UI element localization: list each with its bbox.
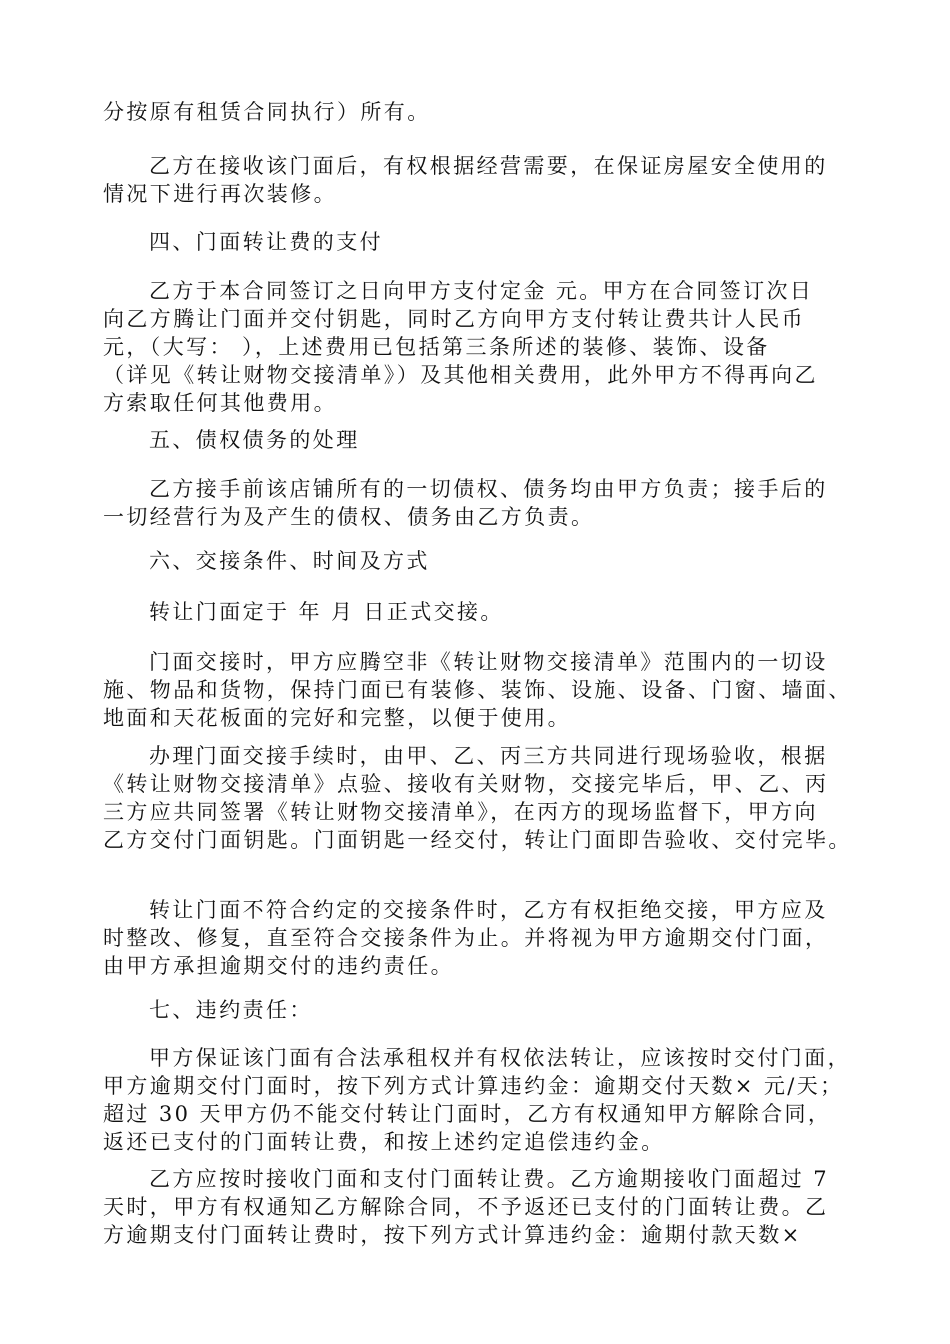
text-line: 乙方交付门面钥匙。门面钥匙一经交付，转让门面即告验收、交付完毕。 — [103, 828, 852, 852]
text-line: 乙方在接收该门面后，有权根据经营需要，在保证房屋安全使用的 — [149, 154, 828, 178]
text-line: 方逾期支付门面转让费时，按下列方式计算违约金：逾期付款天数× — [103, 1223, 802, 1247]
text-line: 元，（大写： ），上述费用已包括第三条所述的装修、装饰、设备 — [103, 335, 770, 359]
text-line: 情况下进行再次装修。 — [103, 182, 337, 206]
paragraph-handover-date — [103, 598, 851, 626]
paragraph-renovation — [103, 152, 851, 208]
paragraph-handover-procedure — [103, 742, 851, 854]
text-line: 办理门面交接手续时，由甲、乙、丙三方共同进行现场验收，根据 — [149, 744, 828, 768]
paragraph-continuation — [103, 98, 851, 126]
text-line: 天时，甲方有权通知乙方解除合同，不予返还已支付的门面转让费。乙 — [103, 1195, 829, 1219]
text-line: 由甲方承担逾期交付的违约责任。 — [103, 954, 454, 978]
text-line: （详见《转让财物交接清单》）及其他相关费用，此外甲方不得再向乙 — [103, 363, 818, 387]
text-line: 返还已支付的门面转让费，和按上述约定追偿违约金。 — [103, 1130, 665, 1154]
text-line: 转让门面不符合约定的交接条件时，乙方有权拒绝交接，甲方应及 — [149, 898, 828, 922]
paragraph-debts — [103, 475, 851, 531]
section-heading-debts: 五、债权债务的处理 — [149, 428, 360, 452]
text-line: 超过 30 天甲方仍不能交付转让门面时，乙方有权通知甲方解除合同， — [103, 1102, 832, 1126]
section-heading-payment: 四、门面转让费的支付 — [149, 230, 383, 254]
paragraph-nonconformity — [103, 896, 851, 980]
section-heading-handover: 六、交接条件、时间及方式 — [149, 549, 430, 573]
text-line: 时整改、修复，直至符合交接条件为止。并将视为甲方逾期交付门面， — [103, 926, 829, 950]
text-line: 甲方保证该门面有合法承租权并有权依法转让，应该按时交付门面， — [149, 1046, 851, 1070]
paragraph-party-b-liability — [103, 1165, 851, 1249]
text-line: 甲方逾期交付门面时，按下列方式计算违约金：逾期交付天数× 元/天； — [103, 1074, 844, 1098]
text-line: 《转让财物交接清单》点验、接收有关财物，交接完毕后，甲、乙、丙 — [103, 772, 829, 796]
text-line: 方索取任何其他费用。 — [103, 391, 337, 415]
text-line: 地面和天花板面的完好和完整，以便于使用。 — [103, 706, 571, 730]
text-line: 乙方于本合同签订之日向甲方支付定金 元。甲方在合同签订次日 — [149, 279, 814, 303]
text-line: 三方应共同签署《转让财物交接清单》，在丙方的现场监督下，甲方向 — [103, 800, 818, 824]
text-line: 乙方应按时接收门面和支付门面转让费。乙方逾期接收门面超过 7 — [149, 1167, 830, 1191]
text-line: 施、物品和货物，保持门面已有装修、装饰、设施、设备、门窗、墙面、 — [103, 678, 852, 702]
text-line: 转让门面定于 年 月 日正式交接。 — [149, 600, 504, 624]
paragraph-handover-conditions — [103, 648, 851, 732]
paragraph-payment — [103, 277, 851, 417]
text-line: 向乙方腾让门面并交付钥匙，同时乙方向甲方支付转让费共计人民币 — [103, 307, 805, 331]
text-line: 门面交接时，甲方应腾空非《转让财物交接清单》范围内的一切设 — [149, 650, 828, 674]
text-line: 乙方接手前该店铺所有的一切债权、债务均由甲方负责；接手后的 — [149, 477, 828, 501]
section-heading-liability: 七、违约责任： — [149, 998, 313, 1022]
text-line: 分按原有租赁合同执行）所有。 — [103, 100, 431, 124]
paragraph-party-a-liability — [103, 1044, 851, 1156]
text-line: 一切经营行为及产生的债权、债务由乙方负责。 — [103, 505, 595, 529]
